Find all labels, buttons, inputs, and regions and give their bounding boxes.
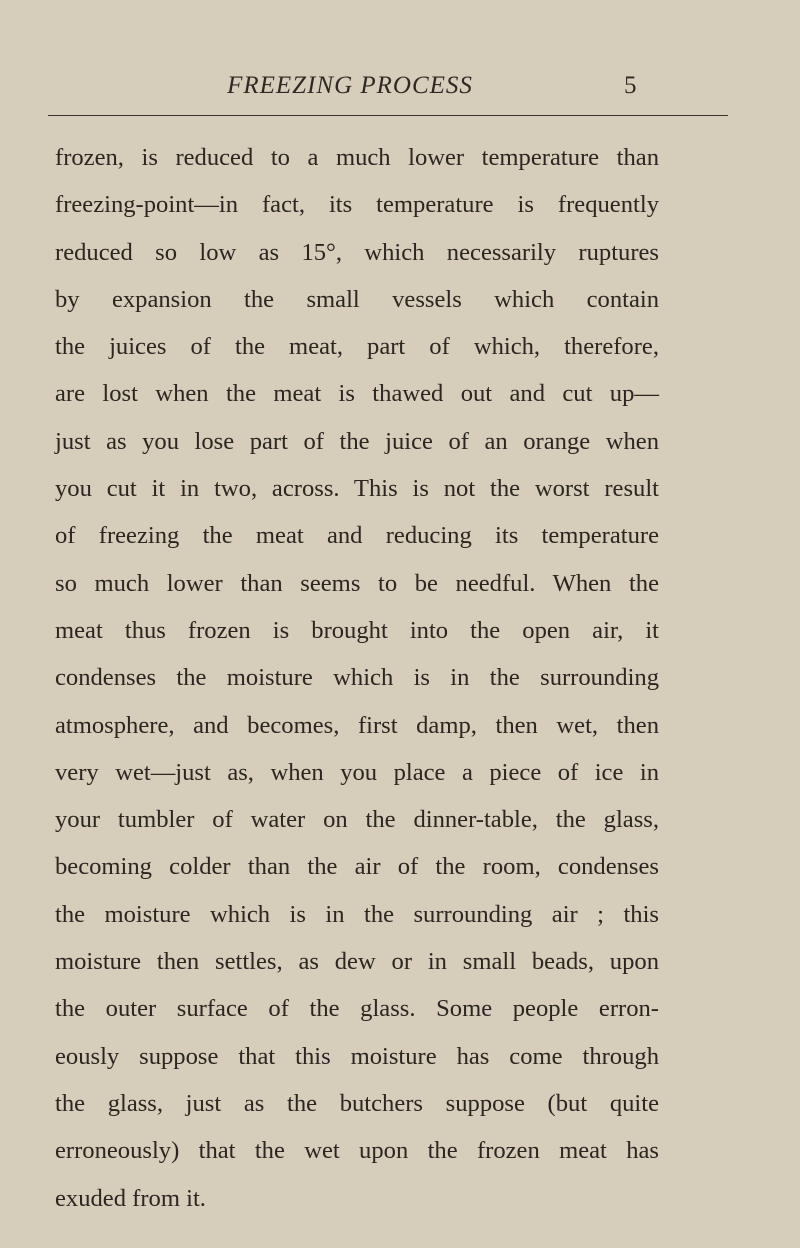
text-line: moisture then settles, as dew or in small beads, upon [55, 948, 659, 976]
running-title: FREEZING PROCESS [227, 72, 473, 99]
text-line: frozen, is reduced to a much lower temperature than [55, 144, 659, 171]
body-paragraph [55, 134, 659, 1222]
text-line: condenses the moisture which is in the surrounding [55, 664, 659, 692]
text-line: the juices of the meat, part of which, therefore, [55, 333, 659, 361]
text-line: by expansion the small vessels which contain [55, 285, 659, 313]
text-line: the glass, just as the butchers suppose (but quite [55, 1089, 659, 1117]
text-line: just as you lose part of the juice of an orange when [55, 427, 659, 455]
text-line: the outer surface of the glass. Some people erron- [55, 995, 659, 1023]
text-line: eously suppose that this moisture has come through [55, 1042, 659, 1070]
text-line: exuded from it. [55, 1184, 206, 1212]
text-line: your tumbler of water on the dinner-table, the glass, [55, 806, 659, 834]
text-line: freezing-point—in fact, its temperature is frequently [55, 191, 659, 219]
text-line: of freezing the meat and reducing its temperature [55, 522, 659, 550]
header-rule [48, 115, 728, 116]
text-line: erroneously) that the wet upon the frozen meat has [55, 1137, 659, 1165]
text-line: atmosphere, and becomes, first damp, then wet, then [55, 711, 659, 739]
text-line: are lost when the meat is thawed out and cut up— [55, 380, 659, 408]
text-line: so much lower than seems to be needful. When the [55, 569, 659, 597]
text-line: becoming colder than the air of the room, condenses [55, 853, 659, 881]
text-line: meat thus frozen is brought into the open air, it [55, 616, 659, 644]
text-line: reduced so low as 15°, which necessarily ruptures [55, 238, 659, 266]
text-line: very wet—just as, when you place a piece of ice in [55, 758, 659, 786]
text-line: you cut it in two, across. This is not the worst result [55, 475, 659, 503]
page-number: 5 [624, 72, 637, 99]
text-line: the moisture which is in the surrounding air ; this [55, 900, 659, 928]
running-head [0, 72, 800, 106]
